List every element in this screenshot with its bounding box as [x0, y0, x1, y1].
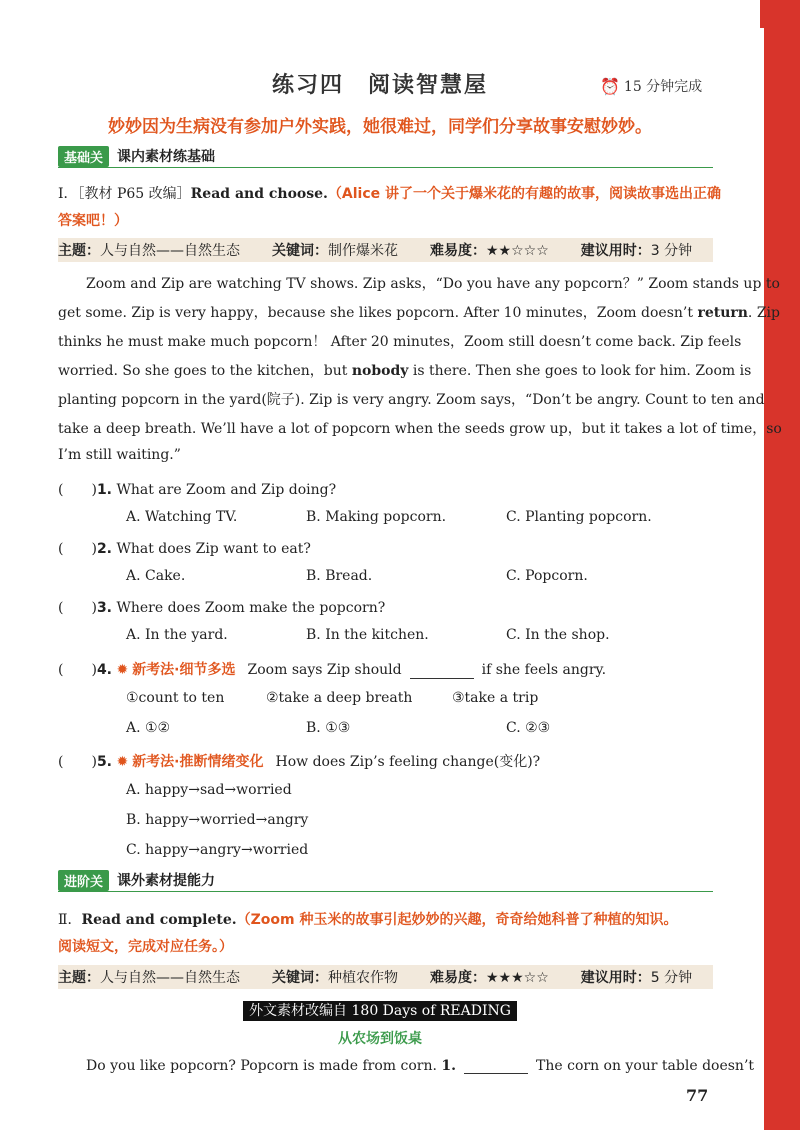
section-basic-tag: 基础关: [58, 146, 109, 167]
q5-option-a[interactable]: A. happy→sad→worried: [126, 782, 292, 798]
q3-option-b[interactable]: B. In the kitchen.: [306, 627, 429, 643]
difficulty-key-2: 难易度：: [430, 970, 486, 986]
keyword-key-2: 关键词：: [272, 970, 328, 986]
q5-new-test-tag: 新考法·推断情绪变化: [132, 754, 264, 770]
q1-option-c[interactable]: C. Planting popcorn.: [506, 509, 652, 525]
q5-option-c[interactable]: C. happy→angry→worried: [126, 842, 309, 858]
lightbulb-icon: ✹: [116, 662, 129, 678]
q3-option-c[interactable]: C. In the shop.: [506, 627, 610, 643]
part1-heading: [58, 183, 721, 203]
answer-paren-5[interactable]: ( ): [58, 754, 97, 770]
part1-heading-prefix: Ⅰ．［教材 P65 改编］: [58, 186, 191, 202]
q5-option-b[interactable]: B. happy→worried→angry: [126, 812, 309, 828]
page-number: 77: [686, 1086, 709, 1105]
difficulty-value-2: ★★★☆☆: [486, 970, 549, 986]
timer-badge: [600, 76, 702, 96]
q2-option-b[interactable]: B. Bread.: [306, 568, 373, 584]
keyword-return: return: [697, 305, 748, 321]
passage-line-4: worried. So she goes to the kitchen，but nobody is there. Then she goes to look for him. Zoom is: [58, 363, 752, 379]
question-5: ( )5. ✹ 新考法·推断情绪变化 How does Zip’s feeling change(变化)?: [58, 754, 541, 770]
answer-paren-4[interactable]: ( ): [58, 662, 97, 678]
section-basic-bar: [58, 145, 713, 168]
q4-blank[interactable]: [410, 664, 474, 679]
answer-paren-1[interactable]: ( ): [58, 482, 97, 498]
part2-instruction: Read and complete.: [81, 912, 237, 928]
blank-number: 1.: [441, 1058, 457, 1074]
question-2: ( )2. What does Zip want to eat?: [58, 541, 311, 557]
passage-line-5: planting popcorn in the yard(院子). Zip is very angry. Zoom says，“Don’t be angry. Count to ten and: [58, 392, 765, 408]
q4-item-3: ③take a trip: [452, 690, 539, 706]
q2-option-c[interactable]: C. Popcorn.: [506, 568, 588, 584]
section-basic-label: 课内素材练基础: [117, 149, 216, 165]
answer-paren-2[interactable]: ( ): [58, 541, 97, 557]
time-value-2: 5 分钟: [650, 970, 693, 986]
q4-item-2: ②take a deep breath: [266, 690, 413, 706]
q4-new-test-tag: 新考法·细节多选: [132, 662, 236, 678]
time-value: 3 分钟: [650, 243, 693, 259]
section-advanced-bar: [58, 869, 713, 892]
part1-note-2: 答案吧！）: [58, 213, 128, 229]
keyword-value: 制作爆米花: [328, 243, 398, 259]
timer-text: 15 分钟完成: [623, 79, 703, 95]
q3-option-a[interactable]: A. In the yard.: [126, 627, 228, 643]
part2-heading-prefix: Ⅱ．: [58, 912, 82, 928]
passage2-blank-1[interactable]: [464, 1059, 528, 1074]
part2-heading: [58, 909, 678, 929]
intro-text: 妙妙因为生病没有参加户外实践，她很难过，同学们分享故事安慰妙妙。: [108, 117, 652, 137]
section-advanced-tag: 进阶关: [58, 870, 109, 891]
part2-meta-bar: [58, 965, 713, 989]
answer-paren-3[interactable]: ( ): [58, 600, 97, 616]
question-1: ( )1. What are Zoom and Zip doing?: [58, 482, 337, 498]
q4-item-1: ①count to ten: [126, 690, 225, 706]
q4-option-c[interactable]: C. ②③: [506, 720, 551, 736]
keyword-key: 关键词：: [272, 243, 328, 259]
part2-note-2: 阅读短文，完成对应任务。）: [58, 939, 233, 955]
clock-icon: ⏰: [600, 76, 620, 96]
page-title: 练习四 阅读智慧屋: [271, 73, 488, 98]
difficulty-key: 难易度：: [430, 243, 486, 259]
keyword-value-2: 种植农作物: [328, 970, 398, 986]
passage-line-6: take a deep breath. We’ll have a lot of popcorn when the seeds grow up，but it takes a lot of time，so: [58, 421, 782, 437]
passage-line-2: get some. Zip is very happy，because she likes popcorn. After 10 minutes，Zoom doesn’t return. Zip: [58, 305, 780, 321]
q4-option-a[interactable]: A. ①②: [126, 720, 171, 736]
part1-instruction: Read and choose.: [190, 186, 328, 202]
lightbulb-icon-2: ✹: [116, 754, 129, 770]
question-3: ( )3. Where does Zoom make the popcorn?: [58, 600, 386, 616]
keyword-nobody: nobody: [351, 363, 409, 379]
q1-option-b[interactable]: B. Making popcorn.: [306, 509, 447, 525]
q4-option-b[interactable]: B. ①③: [306, 720, 351, 736]
time-key: 建议用时：: [580, 243, 651, 259]
theme-value: 人与自然——自然生态: [100, 243, 240, 259]
passage2-line-1: Do you like popcorn? Popcorn is made from corn. 1. The corn on your table doesn’t: [86, 1058, 755, 1074]
q2-option-a[interactable]: A. Cake.: [126, 568, 186, 584]
theme-key-2: 主题：: [58, 970, 100, 986]
right-red-edge: [764, 0, 800, 1130]
part1-note-1: （Alice 讲了一个关于爆米花的有趣的故事，阅读故事选出正确: [327, 186, 722, 202]
theme-key: 主题：: [58, 243, 100, 259]
part1-meta-bar: [58, 238, 713, 262]
difficulty-value: ★★☆☆☆: [486, 243, 549, 259]
part2-note-1: （Zoom 种玉米的故事引起妙妙的兴趣，奇奇给她科普了种植的知识。: [236, 912, 678, 928]
q1-option-a[interactable]: A. Watching TV.: [126, 509, 238, 525]
section-advanced-label: 课外素材提能力: [117, 873, 216, 889]
theme-value-2: 人与自然——自然生态: [100, 970, 240, 986]
passage-line-7: I’m still waiting.”: [58, 447, 181, 463]
question-4: ( )4. ✹ 新考法·细节多选 Zoom says Zip should if she feels angry.: [58, 662, 607, 678]
time-key-2: 建议用时：: [580, 970, 651, 986]
passage-line-3: thinks he must make much popcorn！ After 20 minutes，Zoom still doesn’t come back. Zip feels: [58, 334, 742, 350]
passage-subtitle: 从农场到饭桌: [338, 1031, 422, 1047]
passage-line-1: Zoom and Zip are watching TV shows. Zip asks，“Do you have any popcorn？” Zoom stands up to: [86, 276, 780, 292]
source-note: 外文素材改编自 180 Days of READING: [0, 1000, 760, 1020]
